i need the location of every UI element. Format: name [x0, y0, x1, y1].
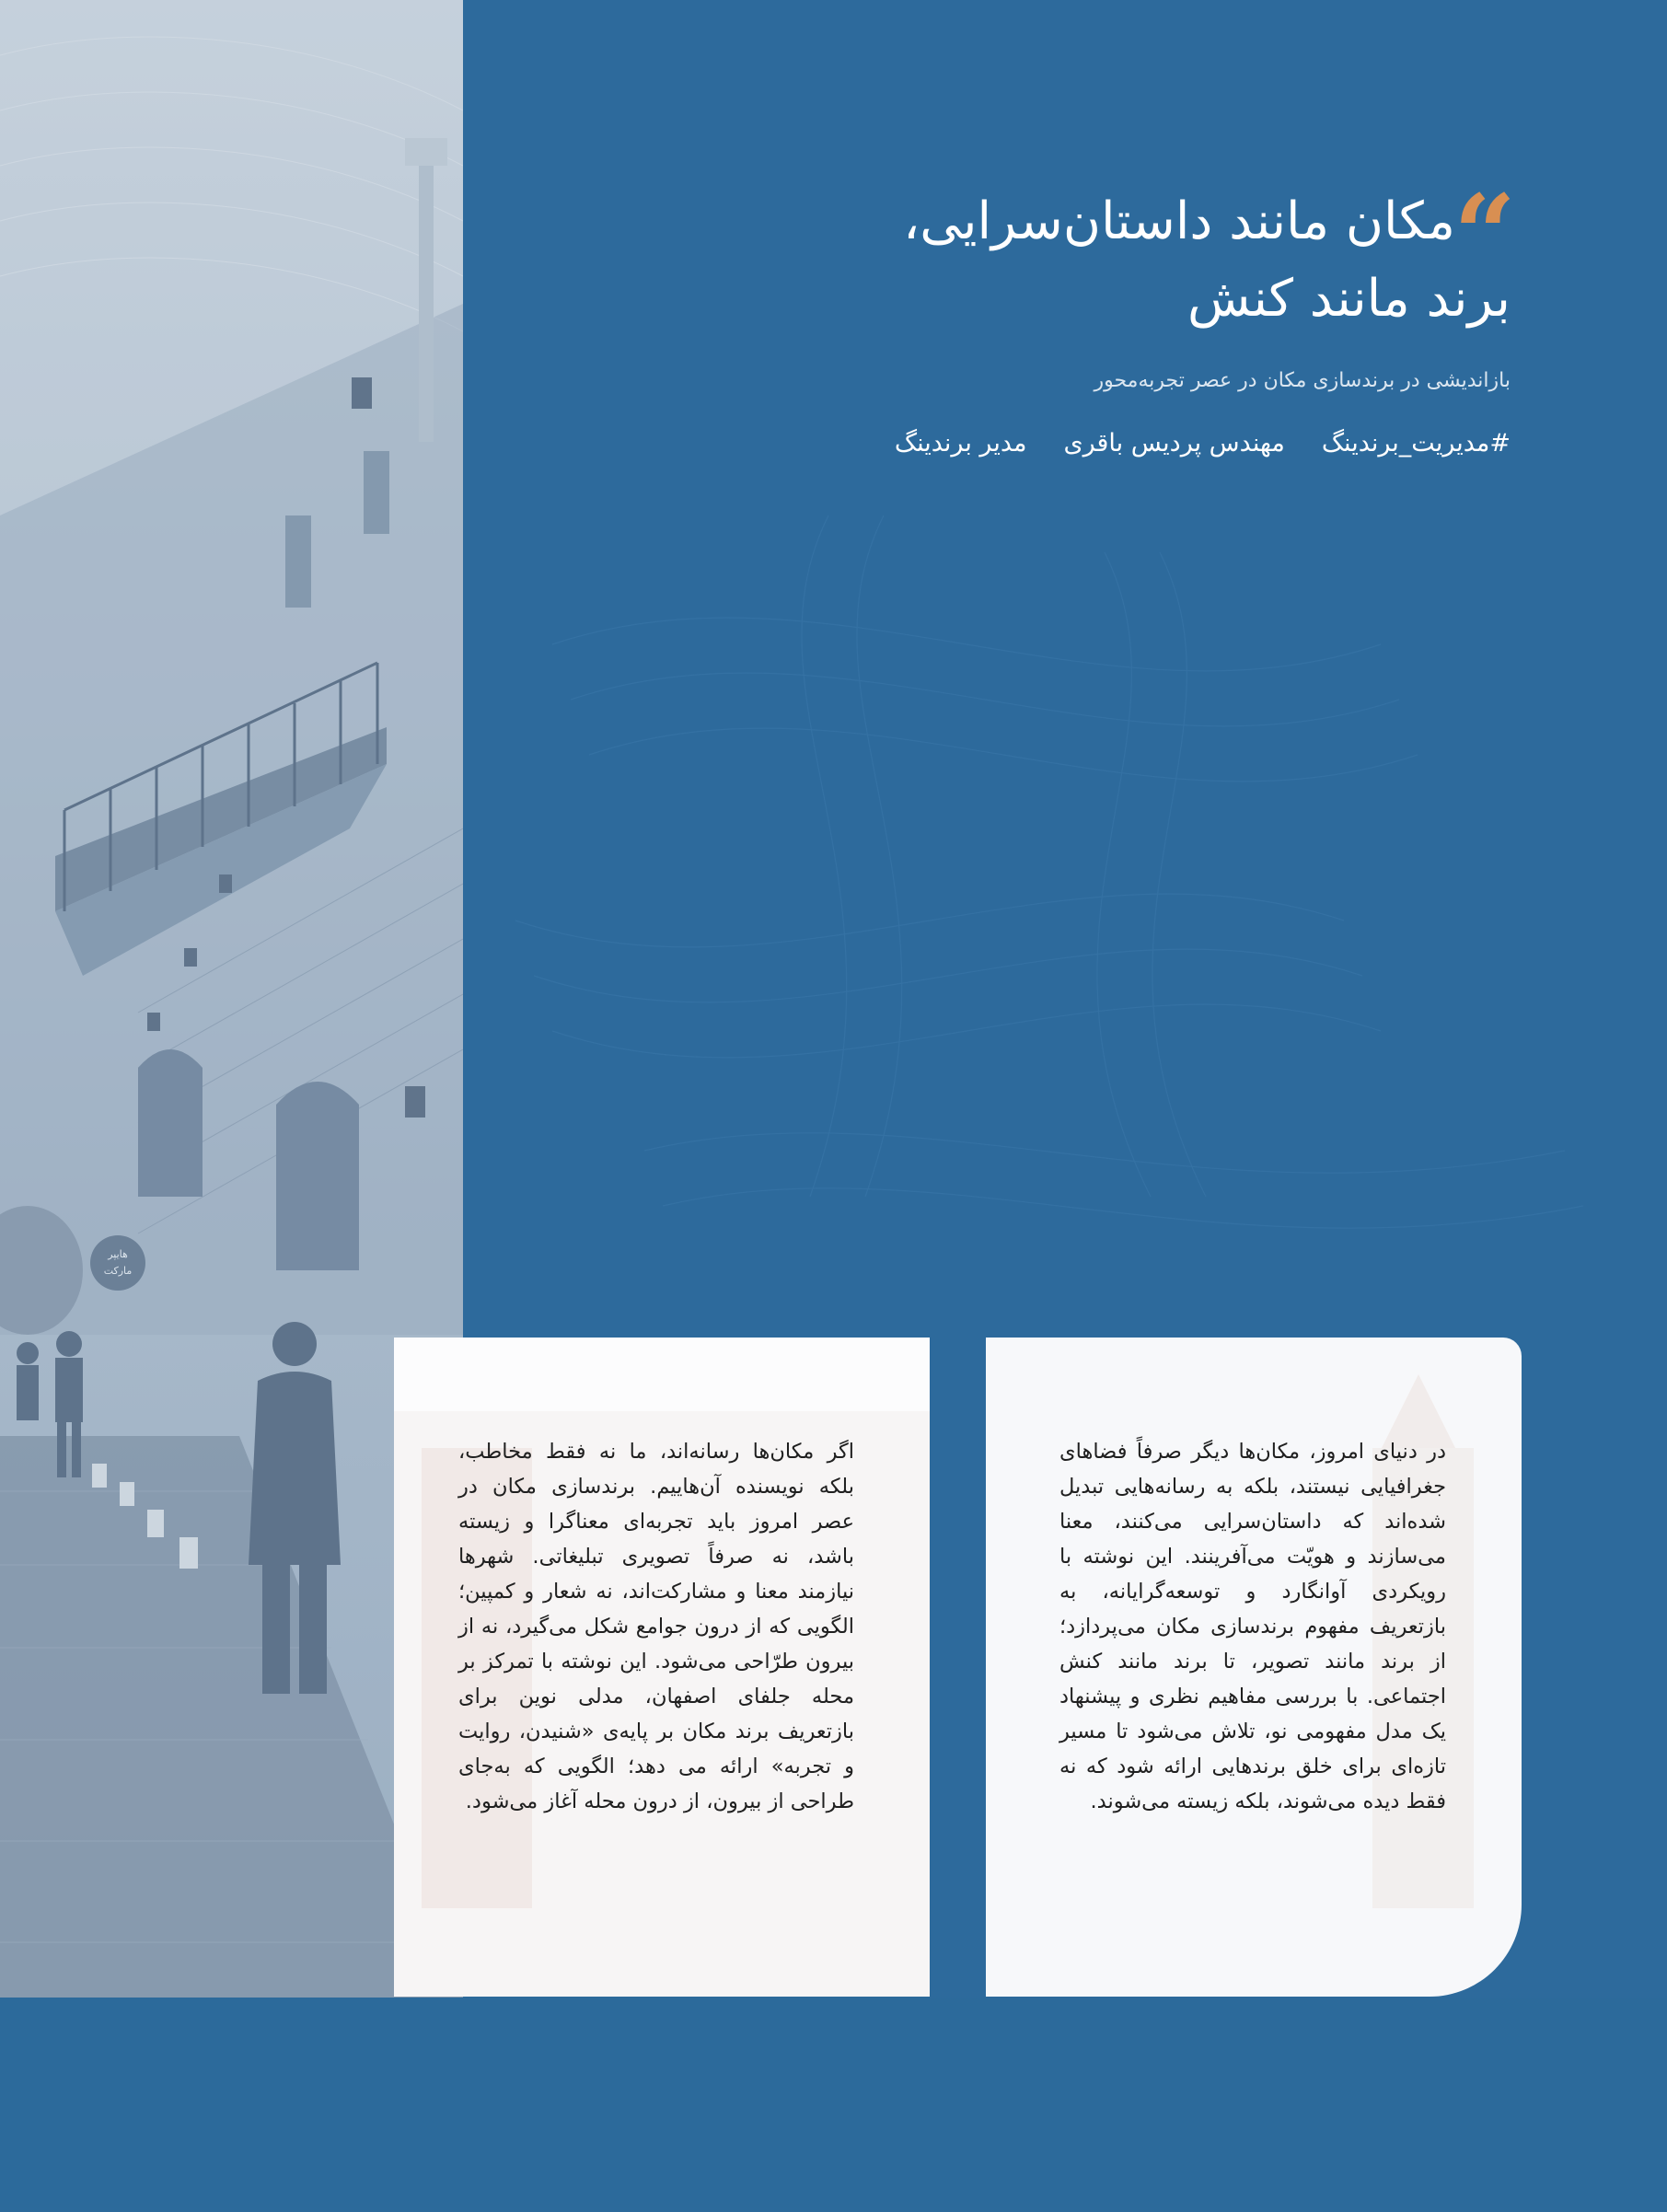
text-card-right: [986, 1338, 1522, 1997]
author-name: مهندس پردیس باقری: [1063, 429, 1285, 457]
sign-line2: مارکت: [103, 1265, 133, 1277]
text-card-left: [394, 1338, 930, 1997]
article-title-line2: برند مانند کنش: [1187, 269, 1511, 329]
article-meta: [682, 425, 1511, 462]
article-subtitle: بازاندیشی در برندسازی مکان در عصر تجربه‌محور: [1094, 369, 1511, 392]
quote-icon: “: [1453, 170, 1516, 298]
article-title-line1: مکان مانند داستان‌سرایی،: [903, 191, 1455, 251]
category-tag: #مدیریت_برندینگ: [1321, 429, 1511, 457]
intro-paragraph-left: اگر مکان‌ها رسانه‌اند، ما نه فقط مخاطب، بلکه نویسنده آن‌هاییم. برندسازی مکان در عصر امروز باید تجربه‌ای معناگرا و زیسته باشد، نه صرفاً تصویری تبلیغاتی. شهرها نیازمند معنا و مشارکت‌اند، نه شعار و کمپین؛ الگویی که از درون جوامع شکل می‌گیرد، نه از بیرون طرّاحی می‌شود. این نوشته با تمرکز بر محله جلفای اصفهان، مدلی نوین برای بازتعریف برند مکان بر پایه‌ی «شنیدن، روایت و تجربه» ارائه می دهد؛ الگویی که به‌جای طراحی از بیرون، از درون محله آغاز می‌شود.: [458, 1440, 854, 1813]
bottom-band: [0, 1998, 1667, 2212]
sign-line1: هایپر: [108, 1248, 128, 1260]
intro-paragraph-right: در دنیای امروز، مکان‌ها دیگر صرفاً فضاهای جغرافیایی نیستند، بلکه به رسانه‌هایی تبدیل شده‌اند که داستان‌سرایی می‌کنند، معنا می‌سازند و هویّت می‌آفرینند. این نوشته با رویکردی آوانگارد و توسعه‌گرایانه، به بازتعریف مفهوم برندسازی مکان می‌پردازد؛ از برند مانند تصویر، تا برند مانند کنش اجتماعی. با بررسی مفاهیم نظری و پیشنهاد یک مدل مفهومی نو، تلاش می‌شود تا مسیر تازه‌ای برای خلق برندهایی ارائه شود که نه فقط دیده می‌شوند، بلکه زیسته می‌شوند.: [1059, 1440, 1446, 1813]
author-role: مدیر برندینگ: [894, 429, 1027, 457]
